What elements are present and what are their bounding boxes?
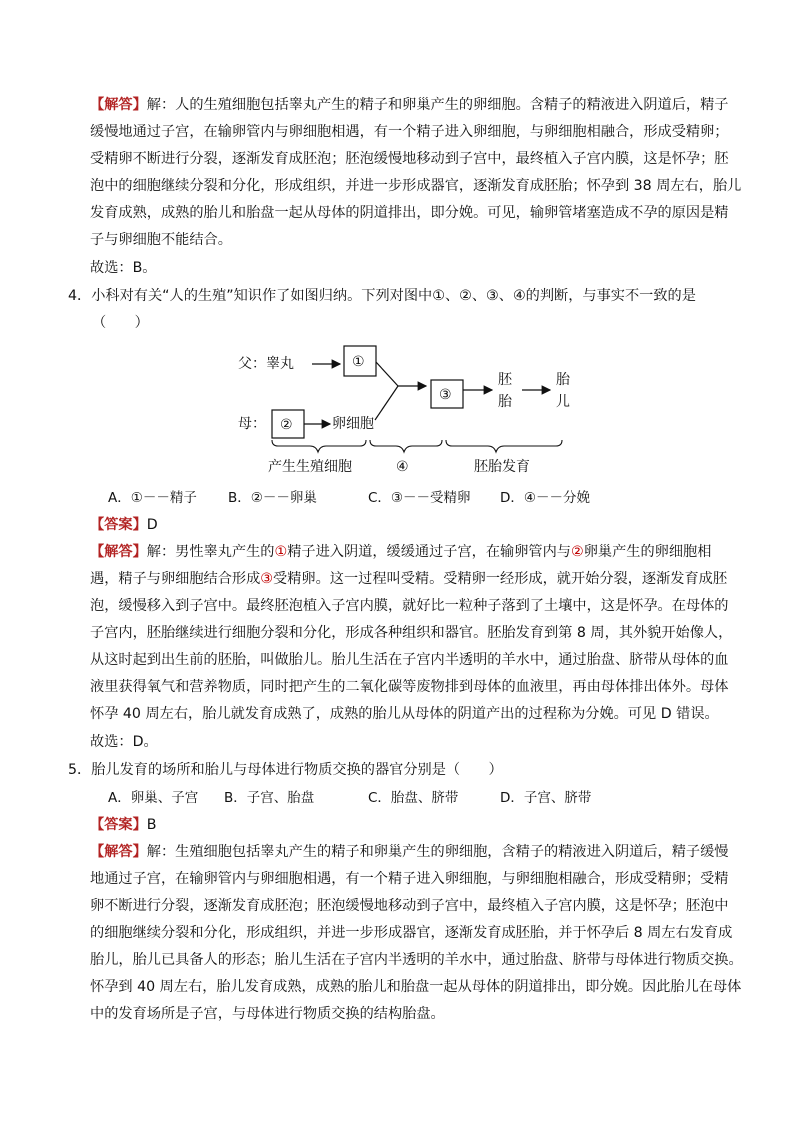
text-span: 解：生殖细胞包括睾丸产生的精子和卵巢产生的卵细胞，含精子的精液进入阴道后，精子缓慢 — [146, 844, 729, 860]
q4-analysis-line-4: 子宫内，胚胎继续进行细胞分裂和分化，形成各种组织和器官。胚胎发育到第 8 周，其外貌开始像人， — [90, 625, 733, 641]
q5-analysis-line-6: 怀孕到 40 周左右，胎儿发育成熟，成熟的胎儿和胎盘一起从母体的阴道排出，即分娩。因此胎儿在母体 — [90, 979, 742, 995]
q5-analysis-line-2: 地通过子宫，在输卵管内与卵细胞相遇，有一个精子进入卵细胞，与卵细胞相融合，形成受精卵；受精 — [90, 871, 729, 887]
merge-line-top — [376, 362, 398, 386]
brace-1 — [272, 440, 366, 452]
answer-value: B — [146, 817, 157, 833]
q4-option-b[interactable]: B．②－－卵巢 — [228, 490, 317, 506]
father-label: 父：睾丸 — [238, 356, 294, 372]
answer-tag: 【答案】 — [90, 817, 147, 833]
q5-stem: 5．胎儿发育的场所和胎儿与母体进行物质交换的器官分别是（ ） — [68, 762, 503, 778]
brace-1-label: 产生生殖细胞 — [268, 459, 352, 475]
mother-label: 母： — [238, 416, 266, 432]
box-1-label: ① — [352, 354, 365, 370]
q5-analysis-line-3: 卵不断进行分裂，逐渐发育成胚泡；胚泡缓慢地移动到子宫中，最终植入子宫内膜，这是怀孕；胚泡中 — [90, 898, 729, 914]
brace-2 — [370, 440, 442, 452]
text-span: 解：男性睾丸产生的 — [146, 544, 275, 560]
q4-choice: 故选：D。 — [90, 734, 158, 750]
q4-analysis-line-6: 液里获得氧气和营养物质，同时把产生的二氧化碳等废物排到母体的血液里，再由母体排出体外。母体 — [90, 679, 729, 695]
prev-answer-line-6: 子与卵细胞不能结合。 — [90, 232, 232, 248]
q5-analysis-line-4: 的细胞继续分裂和分化，形成组织，并进一步形成器官，逐渐发育成胚胎，并于怀孕后 8 周左右发育成 — [90, 925, 733, 941]
marker-3: ③ — [260, 571, 273, 587]
q5-option-a[interactable]: A．卵巢、子宫 — [108, 790, 199, 806]
fetus-bottom: 儿 — [556, 394, 570, 410]
brace-2-label: ④ — [396, 459, 409, 475]
q4-option-a[interactable]: A．①－－精子 — [108, 490, 197, 506]
brace-3 — [446, 440, 562, 452]
text-span: 受精卵。这一过程叫受精。受精卵一经形成，就开始分裂，逐渐发育成胚 — [273, 571, 728, 587]
q5-options — [108, 788, 591, 808]
q4-stem: 4．小科对有关“人的生殖”知识作了如图归纳。下列对图中①、②、③、④的判断，与事实不一致的是 — [68, 288, 696, 304]
q4-analysis-line-3: 泡，缓慢移入到子宫中。最终胚泡植入子宫内膜，就好比一粒种子落到了土壤中，这是怀孕。在母体的 — [90, 598, 729, 614]
prev-answer-choice: 故选：B。 — [90, 260, 157, 276]
embryo-top: 胚 — [498, 372, 512, 388]
box-2-label: ② — [280, 417, 293, 433]
q4-analysis-line-7: 怀孕 40 周左右，胎儿就发育成熟了，成熟的胎儿从母体的阴道产出的过程称为分娩。可见 D 错误。 — [90, 706, 719, 722]
reproduction-diagram — [230, 340, 590, 480]
embryo-bottom: 胎 — [498, 394, 512, 410]
q4-answer — [90, 515, 158, 535]
q5-answer — [90, 815, 157, 835]
q4-options — [108, 488, 590, 508]
brace-3-label: 胚胎发育 — [474, 459, 530, 475]
q4-analysis-line-1 — [90, 542, 711, 562]
analysis-tag: 【解答】 — [90, 544, 147, 560]
q5-option-d[interactable]: D．子宫、脐带 — [500, 790, 592, 806]
answer-value: D — [146, 517, 158, 533]
answer-tag: 【答案】 — [90, 517, 147, 533]
marker-1: ① — [274, 544, 288, 560]
analysis-tag: 【解答】 — [90, 844, 147, 860]
prev-answer-line-2: 缓慢地通过子宫，在输卵管内与卵细胞相遇，有一个精子进入卵细胞，与卵细胞相融合，形成受精卵； — [90, 124, 729, 140]
analysis-tag: 【解答】 — [90, 97, 147, 113]
merge-line-bottom — [375, 386, 398, 420]
fetus-top: 胎 — [556, 372, 570, 388]
text-span: 遇，精子与卵细胞结合形成 — [90, 571, 261, 587]
prev-answer-line-1 — [90, 95, 728, 115]
text-span: 卵巢产生的卵细胞相 — [583, 544, 712, 560]
prev-answer-line-3: 受精卵不断进行分裂，逐渐发育成胚泡；胚泡缓慢地移动到子宫中，最终植入子宫内膜，这是怀孕；胚 — [90, 151, 729, 167]
text-span: 精子进入阴道，缓缓通过子宫，在输卵管内与 — [287, 544, 571, 560]
q4-option-c[interactable]: C．③－－受精卵 — [368, 490, 471, 506]
q5-analysis-line-1 — [90, 842, 728, 862]
q4-paren: （ ） — [92, 315, 149, 331]
q5-analysis-line-7: 中的发育场所是子宫，与母体进行物质交换的结构胎盘。 — [90, 1006, 445, 1022]
prev-answer-line-4: 泡中的细胞继续分裂和分化，形成组织，并进一步形成器官，逐渐发育成胚胎；怀孕到 38 周左右，胎儿 — [90, 178, 742, 194]
q4-analysis-line-5: 从这时起到出生前的胚胎，叫做胎儿。胎儿生活在子宫内半透明的羊水中，通过胎盘、脐带从母体的血 — [90, 652, 729, 668]
q5-option-c[interactable]: C．胎盘、脐带 — [368, 790, 459, 806]
q5-analysis-line-5: 胎儿，胎儿已具备人的形态；胎儿生活在子宫内半透明的羊水中，通过胎盘、脐带与母体进行物质交换。 — [90, 952, 743, 968]
q4-analysis-line-2 — [90, 569, 727, 589]
prev-answer-line-5: 发育成熟，成熟的胎儿和胎盘一起从母体的阴道排出，即分娩。可见，输卵管堵塞造成不孕的原因是精 — [90, 205, 729, 221]
egg-cell-label: 卵细胞 — [332, 416, 374, 432]
box-3-label: ③ — [439, 387, 452, 403]
text-span: 解：人的生殖细胞包括睾丸产生的精子和卵巢产生的卵细胞。含精子的精液进入阴道后，精子 — [146, 97, 729, 113]
q4-option-d[interactable]: D．④－－分娩 — [500, 490, 590, 506]
q5-option-b[interactable]: B．子宫、胎盘 — [224, 790, 315, 806]
marker-2: ② — [570, 544, 584, 560]
